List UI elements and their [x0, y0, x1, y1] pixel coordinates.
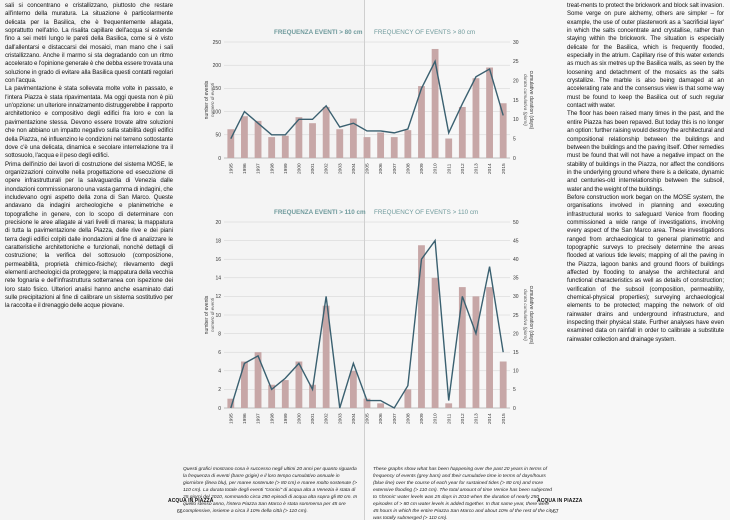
y-tick-label-left: 10 — [215, 312, 221, 319]
y-tick-label-right: 35 — [513, 275, 519, 282]
y-tick-label-right: 25 — [513, 59, 519, 66]
y-axis-label-right: cumulative duration (days) — [528, 70, 534, 130]
y-tick-label-right: 20 — [513, 331, 519, 338]
caption-english: These graphs show what has been happening over the past 20 years in terms of frequency of events (grey bars) and their cumulative time in terms of days/hours (blue line) over the course of each year for sustained tides (> 80 cm) and more extensive flooding (> 110 cm). The total amount of time Venice has been subjected to 'chronic' water levels was 25 days in 2010 when the duration of nearly 250 episodes of > 80 cm water levels is added together. In that same year, there were 45 hours in which the entire Piazza San Marco and about 10% of the rest of the city was totally submerged (> 110 cm). — [373, 467, 554, 521]
bar — [500, 103, 507, 158]
x-tick-label: 1998 — [270, 413, 276, 424]
y-tick-label-left: 14 — [215, 275, 221, 282]
x-tick-label: 2007 — [392, 163, 398, 174]
bar — [432, 278, 439, 408]
y-tick-label-right: 0 — [513, 405, 516, 412]
x-tick-label: 2003 — [338, 163, 344, 174]
chart-title-it: FREQUENZA EVENTI > 80 cm — [274, 29, 363, 36]
x-tick-label: 2001 — [311, 413, 317, 424]
bar — [500, 362, 507, 409]
x-tick-label: 2005 — [365, 413, 371, 424]
bar — [323, 107, 330, 158]
x-tick-label: 2006 — [379, 413, 385, 424]
x-tick-label: 1997 — [256, 413, 262, 424]
y-tick-label-right: 50 — [513, 219, 519, 226]
y-tick-label-left: 20 — [215, 219, 221, 226]
footer-title-left: ACQUA IN PIAZZA — [168, 498, 214, 504]
page-number-left: 66 — [177, 509, 183, 515]
y-tick-label-right: 40 — [513, 257, 519, 263]
paragraph: Prima dell'inizio dei lavori di costruzione del sistema MOSE, le organizzazioni coinvolte nella progettazione ed esecuzione di opere infrastrutturali per la salvaguardia di Venezia dalle inondazioni commissionarono una vasta gamma di indagini, che includevano ogni aspetto della zona di San Marco. Queste andavano da indagini archeologiche e planimetriche e topografiche in genere, con lo scopo di determinare con precisione le aree allagate ai vari livelli di marea; la mappatura di tutta la pavimentazione della Piazza, delle rive e dei piani terra degli edifici colpiti dalle inondazioni al fine di analizzare le caratteristiche architettoniche e funzionali, nonché dettagli di costruzione; la verifica del sottosuolo (composizione, permeabilità, proprietà chimico-fisiche); rilevamento degli elementi archeologici da proteggere; la mappatura della vecchia rete fognaria e dell'infrastruttura sotterranea con ispezione dei loro stato fisico. Ulteriori analisi hanno anche esaminato dati sulle precipitazioni al fine di calibrare un sistema sostitutivo per la raccolta e il drenaggio delle acque piovane. — [5, 160, 173, 310]
bar — [486, 287, 493, 408]
y-tick-label-left: 250 — [212, 39, 221, 46]
x-tick-label: 1997 — [256, 163, 262, 174]
chart-title-it: FREQUENZA EVENTI > 110 cm — [274, 209, 366, 216]
x-tick-label: 2012 — [460, 163, 466, 174]
bar — [377, 403, 384, 408]
x-tick-label: 1998 — [270, 163, 276, 174]
x-tick-label: 2000 — [297, 413, 303, 424]
page-number-right: 67 — [553, 509, 559, 515]
y-tick-label-left: 6 — [218, 350, 221, 356]
x-tick-label: 2003 — [338, 413, 344, 424]
x-tick-label: 2006 — [379, 163, 385, 174]
y-tick-label-right: 10 — [513, 368, 519, 375]
y-tick-label-left: 150 — [212, 86, 221, 93]
footer-title-right: ACQUA IN PIAZZA — [537, 498, 583, 504]
paragraph: treat-ments to protect the brickwork and block salt invasion. Some verge on pure alchemy, others are simpler – for example, the use of outer plasterwork as a 'sacrificial layer' in which the salts concentrate and crystallise, rather than staying within the brickwork. The situation is especially delicate for the Basilica, which is frequently flooded, especially in the atrium. Capillary rise of this water extends as much as six metres up the Basilica walls, as seen by the loosening and detachment of the mosaics as the salts crystallize. The marble is also being damaged at an accelerating rate and the consensus view is that some way must be found to keep the Basilica out of such regular contact with water. — [567, 2, 724, 110]
bar — [309, 123, 316, 158]
bar — [241, 362, 248, 409]
bar — [473, 296, 480, 408]
y-axis-label-left-it: numero di eventi — [210, 83, 215, 117]
y-tick-label-left: 0 — [218, 405, 221, 412]
y-axis-label-right-it: durata cumulativa (giorni) — [523, 74, 528, 126]
bar — [336, 129, 343, 158]
x-tick-label: 2001 — [311, 163, 317, 174]
y-axis-label-left-it: numero di eventi — [210, 298, 215, 332]
x-tick-label: 2015 — [501, 163, 507, 174]
y-tick-label-right: 30 — [513, 39, 519, 46]
x-tick-label: 2014 — [488, 413, 494, 424]
bar — [418, 245, 425, 408]
y-tick-label-right: 5 — [513, 387, 516, 394]
bar — [255, 121, 262, 158]
x-tick-label: 2007 — [392, 413, 398, 424]
bar — [377, 132, 384, 158]
chart-title-en: FREQUENCY OF EVENTS > 110 cm — [374, 209, 479, 216]
y-tick-label-left: 200 — [212, 63, 221, 69]
x-tick-label: 2005 — [365, 163, 371, 174]
right-text-column — [567, 2, 724, 344]
x-tick-label: 2008 — [406, 163, 412, 174]
bar — [473, 78, 480, 158]
bar — [241, 116, 248, 158]
x-tick-label: 2013 — [474, 413, 480, 424]
chart-events-80cm — [180, 0, 558, 202]
caption-italian: Questi grafici mostrano cosa è successo negli ultimi 20 anni per quanto riguarda la frequenza di eventi (barre grigie) e il loro tempo cumulativo annuale in giorni/ore (linea blu), per maree sostenute (> 80 cm) e maree molto sostenute (> 110 cm). La durata totale degli eventi "cronici" di acqua alta a Venezia è stata di 25 giorni del 2010, sommando circa 250 episodi di acqua alta sopra gli 80 cm. In quello stesso anno, l'intera Piazza San Marco è stata sommersa per 45 ore complessive, insieme a circa il 10% della città (> 110 cm). — [183, 467, 358, 514]
x-tick-label: 2002 — [324, 163, 330, 174]
x-tick-label: 2011 — [447, 413, 453, 424]
paragraph: The floor has been raised many times in the past, and the entire Piazza has been repaved. But today this is no longer an option: further raising would destroy the architectural and compositional relationship between the buildings and between the buildings and the paving itself. Other remedies must be found that will not have a negative impact on the stability of buildings in the Piazza, nor affect the conditions in the underlying ground where there is a delicate, dynamic and centuries-old interrelationship between the subsoil, water and the weight of the buildings. — [567, 110, 724, 193]
chart-events-110cm — [180, 198, 558, 460]
bar — [445, 139, 452, 158]
bar — [459, 287, 466, 408]
paragraph: Before construction work began on the MOSE system, the organisations involved in planning and executing infrastructural works to safeguard Venice from flooding commissioned a wide range of investigations, involving every aspect of the San Marco area. These investigations ranged from archaeological to general planimetric and topographic surveys to precisely determine the areas flooded at various tide levels; mapping of all the paving in the Piazza, lagoon banks and ground floors of buildings affected by flooding to analyse the architectural and functional characteristics as well as details of construction; verification of the subsoil (composition, permeability, chemical-physical properties); surveying archaeological elements to be protected; mapping the network of old rainwater drains and underground infrastructure, and inspecting their physical state. Further analyses have even examined data on rainfall in order to calibrate a substitute rainwater collection and drainage system. — [567, 193, 724, 343]
y-tick-label-right: 25 — [513, 312, 519, 319]
left-text-column — [5, 2, 173, 311]
x-tick-label: 2013 — [474, 163, 480, 174]
x-tick-label: 2015 — [501, 413, 507, 424]
x-tick-label: 2011 — [447, 163, 453, 174]
x-tick-label: 2000 — [297, 163, 303, 174]
x-tick-label: 2014 — [488, 163, 494, 174]
bar — [459, 107, 466, 158]
bar — [404, 389, 411, 408]
bar — [364, 137, 371, 158]
y-tick-label-right: 0 — [513, 155, 516, 162]
x-tick-label: 2009 — [420, 413, 426, 424]
bar — [445, 403, 452, 408]
bar — [486, 68, 493, 158]
y-tick-label-right: 15 — [513, 350, 519, 356]
x-tick-label: 2009 — [420, 163, 426, 174]
y-tick-label-left: 2 — [218, 387, 221, 394]
bar — [404, 130, 411, 158]
y-axis-label-right-it: durata cumulativa (giorni) — [523, 289, 528, 341]
x-tick-label: 1999 — [283, 413, 289, 424]
bar — [282, 136, 289, 158]
x-tick-label: 1999 — [283, 163, 289, 174]
y-tick-label-right: 30 — [513, 294, 519, 301]
y-tick-label-left: 4 — [218, 368, 221, 375]
y-tick-label-right: 45 — [513, 238, 519, 245]
x-tick-label: 2012 — [460, 413, 466, 424]
y-tick-label-left: 50 — [215, 132, 221, 139]
y-tick-label-left: 0 — [218, 155, 221, 162]
y-axis-label-left: number of events — [204, 295, 210, 335]
chart-title-en: FREQUENCY OF EVENTS > 80 cm — [374, 29, 476, 36]
x-tick-label: 2004 — [351, 163, 357, 174]
y-tick-label-left: 18 — [215, 238, 221, 245]
bar — [350, 371, 357, 408]
paragraph: La pavimentazione è stata sollevata molte volte in passato, e l'intera Piazza è stata ripavimentata. Ma oggi questa non è più un'opzione: un ulteriore innalzamento distruggerebbe il rapporto architettonico e compositivo degli edifici fra loro e con la pavimentazione stessa. Devono essere trovate altre soluzioni che non abbiano un impatto negativo sulla stabilità degli edifici della Piazza, né influenzino le condizioni nel terreno sottostante dove c'è una delicata, dinamica e secolare interrelazione tra il sottosuolo, l'acqua e il peso degli edifici. — [5, 85, 173, 160]
bar — [282, 380, 289, 408]
x-tick-label: 1996 — [243, 413, 249, 424]
y-axis-label-left: number of events — [204, 80, 210, 120]
x-tick-label: 1995 — [229, 163, 235, 174]
y-tick-label-left: 8 — [218, 331, 221, 338]
bar — [268, 137, 275, 158]
bar — [296, 117, 303, 158]
y-tick-label-left: 16 — [215, 257, 221, 263]
y-tick-label-right: 10 — [513, 117, 519, 124]
bar — [391, 137, 398, 158]
paragraph: sali si concentrano e cristallizzano, piuttosto che restare all'interno della muratura. La situazione è particolarmente delicata per la Basilica, che è frequentemente allagata, soprattutto nell'atrio. La risalita capillare dell'acqua si estende fino a sei metri lungo le pareti della Basilica, come si è visto dall'allentarsi e distaccarsi dei mosaici, man mano che i sali cristallizzano. Anche il marmo si sta degradando con un ritmo accelerato e l'opinione generale è che debba essere trovata una soluzione in grado di evitare alla Basilica questi contatti regolari con l'acqua. — [5, 2, 173, 85]
y-axis-label-right: cumulative duration (days) — [528, 285, 534, 345]
x-tick-label: 2010 — [433, 413, 439, 424]
y-tick-label-left: 100 — [212, 109, 221, 116]
x-tick-label: 1996 — [243, 163, 249, 174]
x-tick-label: 2010 — [433, 163, 439, 174]
y-tick-label-right: 5 — [513, 136, 516, 143]
y-tick-label-right: 20 — [513, 78, 519, 85]
y-tick-label-left: 12 — [215, 294, 221, 301]
x-tick-label: 1995 — [229, 413, 235, 424]
y-tick-label-right: 15 — [513, 97, 519, 104]
x-tick-label: 2002 — [324, 413, 330, 424]
x-tick-label: 2004 — [351, 413, 357, 424]
x-tick-label: 2008 — [406, 413, 412, 424]
